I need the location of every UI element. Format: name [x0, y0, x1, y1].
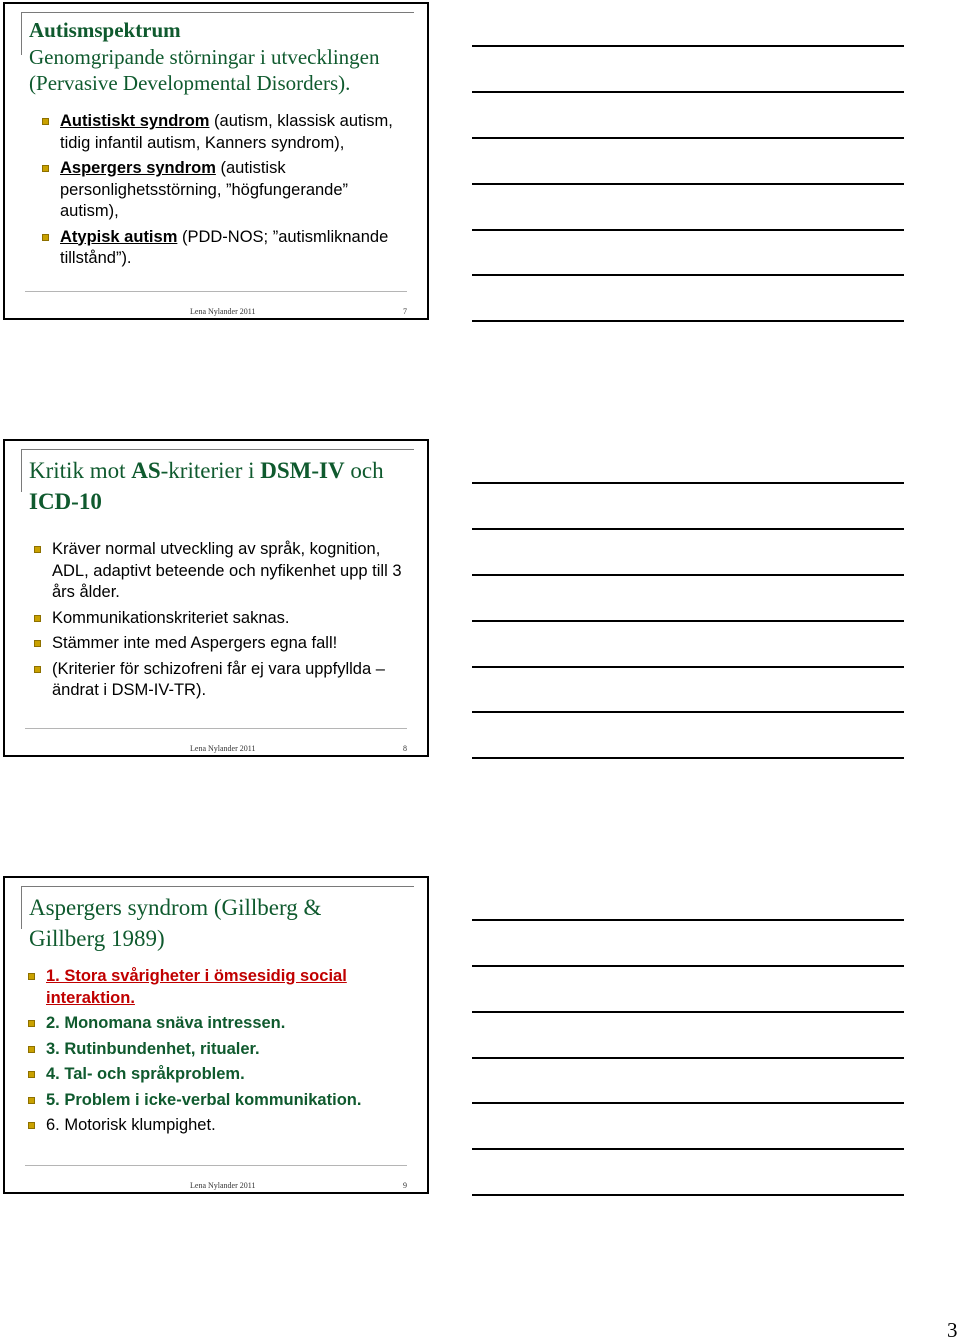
- bullet-item: [19, 1090, 399, 1112]
- note-line: [472, 1011, 904, 1013]
- square-bullet-icon: [28, 1071, 35, 1078]
- slide-title: [29, 17, 424, 97]
- bullet-item: [25, 633, 405, 655]
- footer-divider: [25, 728, 407, 729]
- bullet-item: [25, 608, 405, 630]
- title-line: [29, 455, 424, 486]
- text-run: 3. Rutinbundenhet, ritualer.: [46, 1039, 260, 1058]
- bullet-item: [33, 227, 403, 270]
- bullet-item: [33, 111, 403, 154]
- slide-7: [3, 2, 429, 320]
- text-run: och: [344, 458, 384, 483]
- text-run: Kritik mot: [29, 458, 132, 483]
- text-run: -kriterier i: [160, 458, 261, 483]
- title-line: [29, 923, 424, 954]
- note-line: [472, 91, 904, 93]
- text-run: 4. Tal- och språkproblem.: [46, 1065, 245, 1083]
- square-bullet-icon: [28, 1046, 35, 1053]
- text-run: Kommunikationskriteriet saknas.: [52, 608, 290, 627]
- page-number: 3: [947, 1318, 958, 1342]
- square-bullet-icon: [34, 640, 41, 647]
- title-line: [29, 70, 424, 97]
- bullet-item: [25, 539, 405, 604]
- bullet-item: [25, 659, 405, 702]
- text-run: 2. Monomana snäva intressen.: [46, 1014, 286, 1032]
- square-bullet-icon: [42, 118, 49, 125]
- square-bullet-icon: [28, 1020, 35, 1027]
- text-run: 1. Stora svårigheter i ömsesidig social interaktion.: [46, 967, 347, 1007]
- bullet-item: [19, 1039, 399, 1061]
- note-line: [472, 919, 904, 921]
- text-run: 5. Problem i icke-verbal kommunikation.: [46, 1090, 362, 1109]
- footer-author: Lena Nylander 2011: [190, 307, 256, 316]
- text-run: (P: [29, 71, 48, 95]
- text-run: (PDD-NOS; ”autismliknande tillstånd”).: [60, 227, 389, 267]
- text-run: AS: [131, 458, 161, 483]
- note-line: [472, 965, 904, 967]
- footer-author: Lena Nylander 2011: [190, 744, 256, 753]
- footer-divider: [25, 291, 407, 292]
- title-line: [29, 892, 424, 923]
- slide-title: [29, 892, 424, 954]
- square-bullet-icon: [28, 973, 35, 980]
- note-line: [472, 666, 904, 668]
- text-run: isorders).: [271, 71, 351, 95]
- text-run: Aspergers syndrom (Gillberg &: [29, 895, 322, 920]
- text-run: Gillberg 1989): [29, 926, 165, 951]
- note-line: [472, 574, 904, 576]
- bullet-list: [25, 539, 405, 706]
- text-run: D: [122, 71, 139, 95]
- text-run: ICD-10: [29, 489, 102, 514]
- footer-author: Lena Nylander 2011: [190, 1181, 256, 1190]
- note-line: [472, 1102, 904, 1104]
- text-run: Aspergers syndrom: [60, 159, 216, 177]
- text-run: D: [256, 71, 272, 95]
- square-bullet-icon: [28, 1097, 35, 1104]
- slide-8: [3, 439, 429, 757]
- text-run: Genomgripande störningar i utvecklingen: [29, 44, 380, 69]
- text-run: (autistisk personlighetsstörning, ”högfungerande” autism),: [60, 159, 349, 220]
- bullet-item: [19, 966, 399, 1009]
- footer-divider: [25, 1165, 407, 1166]
- square-bullet-icon: [28, 1122, 35, 1129]
- note-line: [472, 45, 904, 47]
- note-line: [472, 183, 904, 185]
- slide-number: 8: [403, 744, 407, 753]
- text-run: evelopmental: [138, 71, 257, 95]
- bullet-item: [19, 1115, 399, 1137]
- bullet-list: [19, 966, 399, 1141]
- square-bullet-icon: [34, 666, 41, 673]
- slide-number: 9: [403, 1181, 407, 1190]
- title-line: [29, 44, 424, 71]
- text-run: Stämmer inte med Aspergers egna fall!: [52, 634, 338, 652]
- text-run: ervasive: [47, 71, 123, 95]
- text-run: Autismspektrum: [29, 18, 181, 42]
- text-run: (Kriterier för schizofreni får ej vara uppfyllda – ändrat i DSM-IV-TR).: [52, 659, 385, 699]
- text-run: DSM-IV: [260, 458, 345, 483]
- text-run: (autism, klassisk autism, tidig infantil autism, Kanners syndrom),: [60, 112, 393, 152]
- text-run: 6. Motorisk klumpighet.: [46, 1116, 216, 1134]
- note-line: [472, 1148, 904, 1150]
- text-run: Autistiskt syndrom: [60, 112, 210, 130]
- note-line: [472, 757, 904, 759]
- square-bullet-icon: [34, 615, 41, 622]
- bullet-item: [33, 158, 403, 223]
- bullet-list: [33, 111, 403, 274]
- note-line: [472, 274, 904, 276]
- slide-title: [29, 455, 424, 517]
- note-line: [472, 620, 904, 622]
- title-line: [29, 17, 424, 44]
- note-line: [472, 137, 904, 139]
- bullet-item: [19, 1064, 399, 1086]
- note-line: [472, 229, 904, 231]
- square-bullet-icon: [42, 234, 49, 241]
- square-bullet-icon: [42, 165, 49, 172]
- note-line: [472, 482, 904, 484]
- title-line: [29, 486, 424, 517]
- text-run: Atypisk autism: [60, 227, 178, 246]
- slide-9: [3, 876, 429, 1194]
- square-bullet-icon: [34, 546, 41, 553]
- bullet-item: [19, 1013, 399, 1035]
- slide-number: 7: [403, 307, 407, 316]
- note-line: [472, 711, 904, 713]
- note-line: [472, 320, 904, 322]
- note-line: [472, 528, 904, 530]
- text-run: Kräver normal utveckling av språk, kognition, ADL, adaptivt beteende och nyfikenhet upp till 3 års ålder.: [52, 540, 402, 601]
- note-line: [472, 1194, 904, 1196]
- note-line: [472, 1057, 904, 1059]
